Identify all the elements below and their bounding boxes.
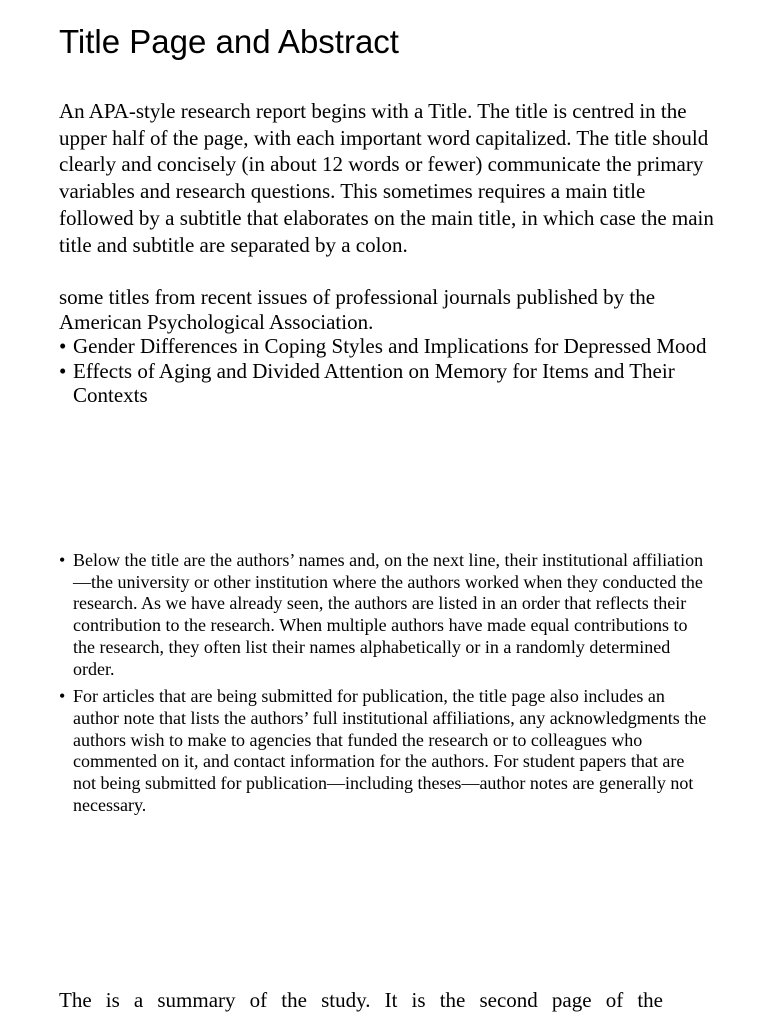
bullet-icon: • [59, 358, 67, 383]
list-item [59, 359, 709, 408]
detail-point-text: For articles that are being submitted for publication, the title page also includes an author note that lists the authors’ full institutional affiliations, any acknowledgments the authors wish to make to agencies that funded the research or to colleagues who commented on it, and contact information for the authors. For student papers that are not being submitted for publication—including theses—author notes are generally not necessary. [73, 686, 707, 815]
bullet-icon: • [59, 550, 66, 570]
list-item [59, 550, 709, 680]
example-title-text: Gender Differences in Coping Styles and Implications for Depressed Mood [73, 334, 707, 358]
bullet-icon: • [59, 686, 66, 707]
page-title: Title Page and Abstract [59, 23, 399, 60]
list-item [59, 334, 709, 359]
abstract-summary-paragraph: The is a summary of the study. It is the second page of the [59, 988, 663, 1012]
intro-paragraph: An APA-style research report begins with a Title. The title is centred in the upper half of the page, with each important word capitalized. The title should clearly and concisely (in about 12 words or fewer) communicate the primary variables and research questions. This sometimes requires a main title followed by a subtitle that elaborates on the main title, in which case the main title and subtitle are separated by a colon. [59, 99, 714, 257]
example-title-text: Effects of Aging and Divided Attention on Memory for Items and Their Contexts [73, 358, 675, 407]
detail-point-text: Below the title are the authors’ names and, on the next line, their institutional affiliation—the university or other institution where the authors worked when they conducted the research. As we have already seen, the authors are listed in an order that reflects their contribution to the research. When multiple authors have made equal contributions to the research, they often list their names alphabetically or in a randomly determined order. [73, 550, 704, 679]
list-item [59, 686, 709, 816]
example-titles-list [59, 334, 709, 408]
examples-lead-paragraph: some titles from recent issues of professional journals published by the American Psychological Association. [59, 285, 656, 334]
bullet-icon: • [59, 334, 67, 358]
title-page-details-list [59, 550, 709, 816]
